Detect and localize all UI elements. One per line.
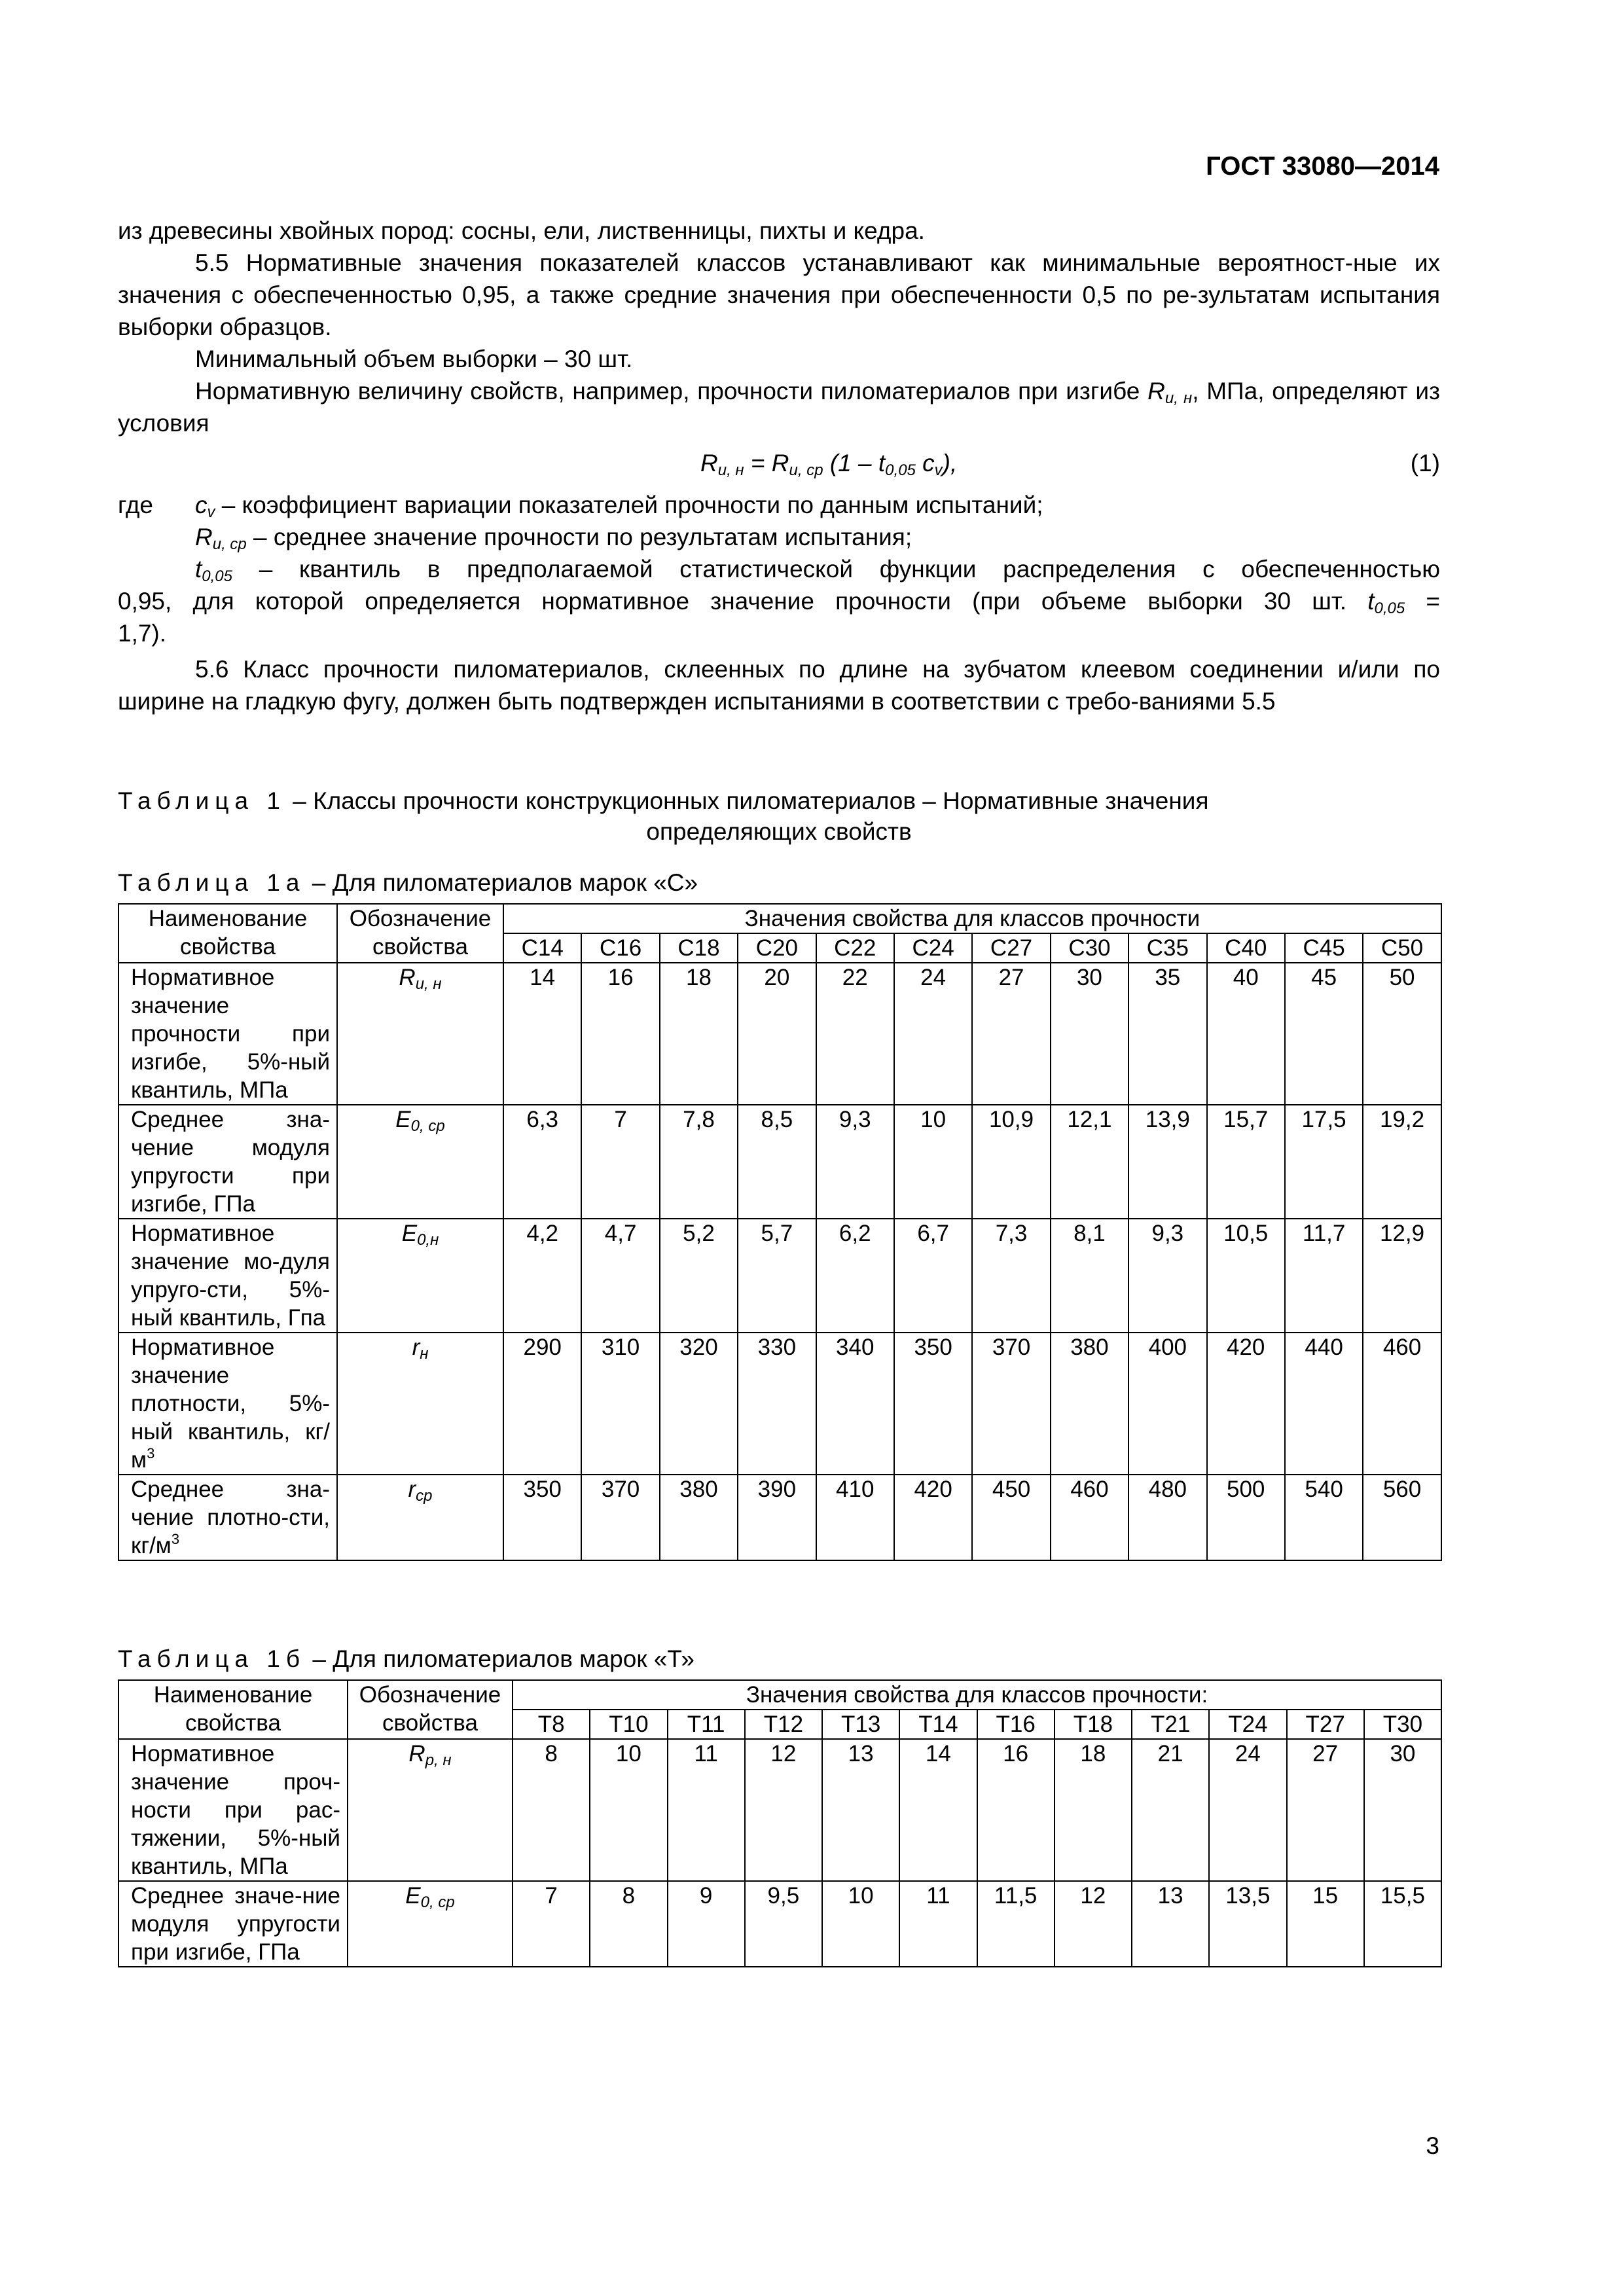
table-1a-caption: Таблица 1а – Для пиломатериалов марок «С» [118,869,698,896]
value-cell: 35 [1128,963,1206,1105]
value-cell: 10 [590,1739,667,1881]
value-cell: 7,3 [972,1219,1050,1333]
value-cell: 290 [503,1333,581,1475]
property-symbol: $E_{0, ср}$ [337,1105,503,1219]
value-cell: 450 [972,1475,1050,1560]
value-cell: 30 [1051,963,1128,1105]
class-header: Т18 [1055,1710,1132,1739]
para-min-sample: Минимальный объем выборки – 30 шт. [195,346,633,372]
value-cell: 6,2 [816,1219,894,1333]
value-cell: 24 [894,963,972,1105]
property-name: Среднее зна-чение модуля упругости при изгибе, ГПа [118,1105,337,1219]
class-header: С20 [738,933,816,963]
where-t: $t_{0,05}$ – квантиль в предполагаемой статистической функции распределения с обеспеченностью [195,556,1440,585]
para-5-6: 5.6 Класс прочности пиломатериалов, склеенных по длине на зубчатом клеевом соединении и/или по ширине на гладкую фугу, должен быть подтвержден испытаниями в соответствии с требо-ваниями 5.5 [118,656,1440,715]
value-cell: 500 [1207,1475,1285,1560]
class-header: С24 [894,933,972,963]
property-name: Нормативное значение плотности, 5%-ный квантиль, $кг/м^3$ [118,1333,337,1475]
value-cell: 21 [1132,1739,1209,1881]
value-cell: 30 [1364,1739,1441,1881]
property-symbol: $R_{u, н}$ [337,963,503,1105]
value-cell: 17,5 [1285,1105,1363,1219]
value-cell: 390 [738,1475,816,1560]
table-row [118,1475,1441,1560]
class-header: Т12 [745,1710,822,1739]
value-cell: 350 [503,1475,581,1560]
document-code: ГОСТ 33080—2014 [1206,152,1439,181]
value-cell: 50 [1363,963,1441,1105]
where-block [118,489,1440,585]
value-cell: 15 [1287,1881,1364,1967]
class-header: С14 [503,933,581,963]
value-cell: 480 [1128,1475,1206,1560]
value-cell: 320 [660,1333,738,1475]
value-cell: 340 [816,1333,894,1475]
value-cell: 460 [1051,1475,1128,1560]
col-sym-header: Обозначение свойства [337,904,503,963]
table-1b-header-row [118,1680,1441,1710]
value-cell: 400 [1128,1333,1206,1475]
value-cell: 460 [1363,1333,1441,1475]
value-cell: 18 [660,963,738,1105]
col-name-header: Наименование свойства [118,1680,348,1739]
value-cell: 15,5 [1364,1881,1441,1967]
class-header: С18 [660,933,738,963]
class-header: Т24 [1209,1710,1286,1739]
value-cell: 24 [1209,1739,1286,1881]
value-cell: 420 [1207,1333,1285,1475]
where-t-cont: 0,95, для которой определяется нормативное значение прочности (при объеме выборки 30 шт. $t_{0,05}$ = [118,588,1440,617]
where-r: $R_{u, ср}$ – среднее значение прочности по результатам испытания; [195,524,912,553]
value-cell: 12,1 [1051,1105,1128,1219]
value-cell: 8,5 [738,1105,816,1219]
value-cell: 7 [581,1105,659,1219]
table-1-label: Таблица 1 [118,787,286,814]
page-number: 3 [1426,2132,1439,2159]
value-cell: 6,7 [894,1219,972,1333]
value-cell: 14 [899,1739,977,1881]
value-cell: 13,5 [1209,1881,1286,1967]
value-cell: 5,7 [738,1219,816,1333]
col-values-header: Значения свойства для классов прочности: [513,1680,1441,1710]
value-cell: 8,1 [1051,1219,1128,1333]
class-header: Т27 [1287,1710,1364,1739]
value-cell: 10 [822,1881,899,1967]
class-header: Т10 [590,1710,667,1739]
property-name: Нормативное значение мо-дуля упруго-сти, 5%-ный квантиль, Гпа [118,1219,337,1333]
value-cell: 410 [816,1475,894,1560]
para-normative: Нормативную величину свойств, например, прочности пиломатериалов при изгибе $R_{u, н}$, МПа, определяют из условия [118,378,1440,437]
value-cell: 11,5 [977,1881,1055,1967]
value-cell: 420 [894,1475,972,1560]
col-values-header: Значения свойства для классов прочности [503,904,1441,933]
formula-1 [118,439,1440,489]
class-header: Т11 [668,1710,745,1739]
value-cell: 12 [1055,1881,1132,1967]
property-symbol: $E_{0, ср}$ [348,1881,513,1967]
table-1b [118,1679,1442,1967]
value-cell: 27 [1287,1739,1364,1881]
col-name-header: Наименование свойства [118,904,337,963]
col-sym-header: Обозначение свойства [348,1680,513,1739]
class-header: С30 [1051,933,1128,963]
value-cell: 13 [1132,1881,1209,1967]
value-cell: 370 [581,1475,659,1560]
value-cell: 15,7 [1207,1105,1285,1219]
value-cell: 16 [977,1739,1055,1881]
class-header: С50 [1363,933,1441,963]
property-symbol: $r_{ср}$ [337,1475,503,1560]
value-cell: 16 [581,963,659,1105]
value-cell: 330 [738,1333,816,1475]
value-cell: 370 [972,1333,1050,1475]
class-header: Т30 [1364,1710,1441,1739]
value-cell: 4,2 [503,1219,581,1333]
property-symbol: $r_н$ [337,1333,503,1475]
value-cell: 9,5 [745,1881,822,1967]
class-header: С16 [581,933,659,963]
value-cell: 8 [513,1739,590,1881]
value-cell: 540 [1285,1475,1363,1560]
table-row [118,1881,1441,1967]
property-symbol: $E_{0,н}$ [337,1219,503,1333]
value-cell: 18 [1055,1739,1132,1881]
value-cell: 19,2 [1363,1105,1441,1219]
value-cell: 12 [745,1739,822,1881]
value-cell: 5,2 [660,1219,738,1333]
value-cell: 11,7 [1285,1219,1363,1333]
value-cell: 45 [1285,963,1363,1105]
class-header: С40 [1207,933,1285,963]
value-cell: 10,5 [1207,1219,1285,1333]
property-name: Нормативное значение проч-ности при рас-тяжении, 5%-ный квантиль, МПа [118,1739,348,1881]
value-cell: 350 [894,1333,972,1475]
value-cell: 27 [972,963,1050,1105]
value-cell: 440 [1285,1333,1363,1475]
class-header: С45 [1285,933,1363,963]
value-cell: 11 [668,1739,745,1881]
para-intro: из древесины хвойных пород: сосны, ели, лиственницы, пихты и кедра. [118,217,925,244]
table-row [118,1739,1441,1881]
table-1a-header-row [118,904,1441,933]
value-cell: 40 [1207,963,1285,1105]
value-cell: 7 [513,1881,590,1967]
body-text [118,215,1440,717]
value-cell: 310 [581,1333,659,1475]
class-header: Т13 [822,1710,899,1739]
formula-number: (1) [1410,450,1440,476]
table-row [118,1333,1441,1475]
where-cv: $c_v$ – коэффициент вариации показателей прочности по данным испытаний; [195,492,1043,521]
class-header: Т14 [899,1710,977,1739]
class-header: С35 [1128,933,1206,963]
value-cell: 4,7 [581,1219,659,1333]
property-name: Среднее зна-чение плотно-сти, $кг/м^3$ [118,1475,337,1560]
value-cell: 13 [822,1739,899,1881]
value-cell: 12,9 [1363,1219,1441,1333]
table-1b-caption: Таблица 1б – Для пиломатериалов марок «Т» [118,1645,695,1672]
value-cell: 11 [899,1881,977,1967]
value-cell: 6,3 [503,1105,581,1219]
value-cell: 380 [660,1475,738,1560]
value-cell: 9,3 [816,1105,894,1219]
property-symbol: $R_{р, н}$ [348,1739,513,1881]
value-cell: 20 [738,963,816,1105]
value-cell: 8 [590,1881,667,1967]
value-cell: 10 [894,1105,972,1219]
where-label: где [118,492,154,518]
table-1-caption: Таблица 1 – Классы прочности конструкционных пиломатериалов – Нормативные значения определяющих свойств [118,787,1209,845]
para-5-5: 5.5 Нормативные значения показателей классов устанавливают как минимальные вероятност-ные их значения с обеспеченностью 0,95, а также средние значения при обеспеченности 0,5 по ре-зультатам испытания выборки образцов. [118,249,1440,340]
value-cell: 13,9 [1128,1105,1206,1219]
table-row [118,963,1441,1105]
class-header: Т21 [1132,1710,1209,1739]
formula-expression: $R_{u, н} = R_{u, ср}$ ($1 - t_{0,05}$ $c_v$), [700,450,958,479]
property-name: Нормативное значение прочности при изгибе, 5%-ный квантиль, МПа [118,963,337,1105]
where-t-end: 1,7). [118,620,167,647]
value-cell: 9 [668,1881,745,1967]
class-header: С22 [816,933,894,963]
table-row [118,1105,1441,1219]
value-cell: 14 [503,963,581,1105]
value-cell: 22 [816,963,894,1105]
value-cell: 9,3 [1128,1219,1206,1333]
value-cell: 380 [1051,1333,1128,1475]
table-1a [118,903,1442,1561]
value-cell: 560 [1363,1475,1441,1560]
class-header: Т16 [977,1710,1055,1739]
property-name: Среднее значе-ние модуля упругости при изгибе, ГПа [118,1881,348,1967]
table-row [118,1219,1441,1333]
class-header: Т8 [513,1710,590,1739]
class-header: С27 [972,933,1050,963]
value-cell: 7,8 [660,1105,738,1219]
value-cell: 10,9 [972,1105,1050,1219]
